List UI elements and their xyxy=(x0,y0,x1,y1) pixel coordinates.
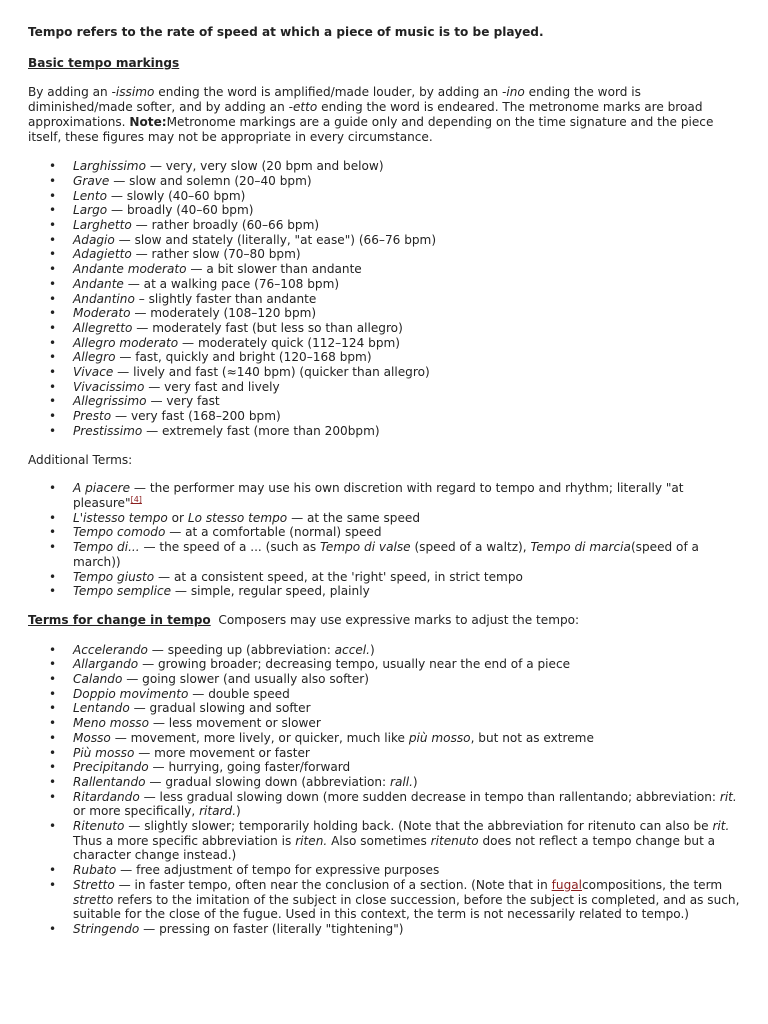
list-item: • Tempo giusto — at a consistent speed, at the 'right' speed, in strict tempo xyxy=(73,570,743,585)
tempo-description: — moderately (108–120 bpm) xyxy=(130,306,317,321)
tempo-term: Andante xyxy=(73,276,124,291)
intro-sentence: Tempo refers to the rate of speed at which a piece of music is to be played. xyxy=(28,25,544,39)
tempo-description: — a bit slower than andante xyxy=(186,262,362,277)
document-page xyxy=(28,25,743,951)
change-tempo-list xyxy=(28,643,743,937)
tempo-term: Allegro moderato xyxy=(73,335,179,350)
tempo-term: Adagio xyxy=(73,232,115,247)
list-item: • Stretto — in faster tempo, often near the conclusion of a section. (Note that in fugalcompositions, the term stretto refers to the imitation of the subject in close succession, before the subject is completed, and as such, suitable for the close of the fugue. Used in this context, the term is not necessarily related to tempo.) xyxy=(73,878,743,922)
list-item: • L'istesso tempo or Lo stesso tempo — at the same speed xyxy=(73,511,743,526)
tempo-list-item xyxy=(73,189,743,204)
tempo-term: Prestissimo xyxy=(73,423,143,438)
tempo-term: Largo xyxy=(73,203,108,218)
list-item: • Mosso — movement, more lively, or quicker, much like più mosso, but not as extreme xyxy=(73,731,743,746)
list-item: • Tempo semplice — simple, regular speed, plainly xyxy=(73,584,743,599)
tempo-term: Vivace xyxy=(73,365,114,380)
list-item: • Accelerando — speeding up (abbreviation: accel.) xyxy=(73,643,743,658)
additional-terms-label: Additional Terms: xyxy=(28,452,133,467)
basic-tempo-paragraph: By adding an -issimo ending the word is amplified/made louder, by adding an -ino ending the word is diminished/made softer, and by adding an -etto ending the word is endeared. The metronome marks are broad approximations. Note:Metronome markings are a guide only and depending on the time signature and the piece itself, these figures may not be appropriate in every circumstance. xyxy=(28,85,714,144)
tempo-description: — very, very slow (20 bpm and below) xyxy=(145,159,384,174)
tempo-list-item xyxy=(73,380,743,395)
tempo-description: — rather broadly (60–66 bpm) xyxy=(131,218,320,233)
tempo-term: Allegro xyxy=(73,350,116,365)
tempo-description: — at a walking pace (76–108 bpm) xyxy=(123,276,340,291)
tempo-list-item xyxy=(73,277,743,292)
tempo-description: — moderately fast (but less so than allegro) xyxy=(132,320,403,335)
tempo-list-item xyxy=(73,203,743,218)
tempo-list-item xyxy=(73,306,743,321)
tempo-list-item xyxy=(73,292,743,307)
change-tempo-heading: Terms for change in tempo xyxy=(28,612,211,627)
tempo-description: — lively and fast (≈140 bpm) (quicker than allegro) xyxy=(113,365,430,380)
additional-terms-list xyxy=(28,481,743,599)
tempo-description: — fast, quickly and bright (120–168 bpm) xyxy=(115,350,372,365)
tempo-description: — slow and solemn (20–40 bpm) xyxy=(109,173,312,188)
tempo-description: — rather slow (70–80 bpm) xyxy=(131,247,301,262)
tempo-list-item xyxy=(73,409,743,424)
tempo-description: — extremely fast (more than 200bpm) xyxy=(142,423,380,438)
list-item: • Allargando — growing broader; decreasing tempo, usually near the end of a piece xyxy=(73,657,743,672)
tempo-term: Presto xyxy=(73,409,112,424)
list-item: • Tempo comodo — at a comfortable (normal) speed xyxy=(73,525,743,540)
list-item: • Ritenuto — slightly slower; temporarily holding back. (Note that the abbreviation for ritenuto can also be rit. Thus a more specific abbreviation is riten. Also sometimes ritenuto does not reflect a tempo change but a character change instead.) xyxy=(73,819,743,863)
list-item: • Doppio movimento — double speed xyxy=(73,687,743,702)
tempo-list-item xyxy=(73,321,743,336)
fugal-link[interactable]: fugal xyxy=(551,877,583,892)
tempo-list-item xyxy=(73,159,743,174)
list-item: • Calando — going slower (and usually also softer) xyxy=(73,672,743,687)
list-item: • Tempo di... — the speed of a ... (such as Tempo di valse (speed of a waltz), Tempo di marcia(speed of a march)) xyxy=(73,540,743,569)
list-item: • Precipitando — hurrying, going faster/forward xyxy=(73,760,743,775)
tempo-term: Larghetto xyxy=(73,218,132,233)
tempo-description: — slowly (40–60 bpm) xyxy=(106,188,246,203)
tempo-description: — broadly (40–60 bpm) xyxy=(107,203,254,218)
tempo-term: Grave xyxy=(73,173,110,188)
tempo-term: Andantino xyxy=(73,291,135,306)
list-item: • A piacere — the performer may use his own discretion with regard to tempo and rhythm; literally "at pleasure"[4] xyxy=(73,481,743,510)
list-item: • Rubato — free adjustment of tempo for expressive purposes xyxy=(73,863,743,878)
tempo-list-item xyxy=(73,247,743,262)
tempo-term: Andante moderato xyxy=(73,262,187,277)
list-item: • Più mosso — more movement or faster xyxy=(73,746,743,761)
list-item: • Meno mosso — less movement or slower xyxy=(73,716,743,731)
tempo-list-item xyxy=(73,262,743,277)
tempo-list-item xyxy=(73,394,743,409)
basic-tempo-list xyxy=(28,159,743,438)
tempo-term: Larghissimo xyxy=(73,159,146,174)
tempo-list-item xyxy=(73,350,743,365)
list-item: • Stringendo — pressing on faster (literally "tightening") xyxy=(73,922,743,937)
tempo-description: — slow and stately (literally, "at ease") (66–76 bpm) xyxy=(114,232,437,247)
tempo-description: – slightly faster than andante xyxy=(134,291,317,306)
reference-link[interactable]: [4] xyxy=(130,494,142,504)
list-item: • Lentando — gradual slowing and softer xyxy=(73,701,743,716)
tempo-list-item xyxy=(73,424,743,439)
tempo-term: Adagietto xyxy=(73,247,132,262)
list-item: • Ritardando — less gradual slowing down (more sudden decrease in tempo than rallentando; abbreviation: rit. or more specifically, ritard.) xyxy=(73,790,743,819)
list-item: • Rallentando — gradual slowing down (abbreviation: rall.) xyxy=(73,775,743,790)
tempo-list-item xyxy=(73,218,743,233)
tempo-list-item xyxy=(73,174,743,189)
tempo-term: Lento xyxy=(73,188,107,203)
tempo-list-item xyxy=(73,233,743,248)
tempo-term: Moderato xyxy=(73,306,131,321)
tempo-list-item xyxy=(73,336,743,351)
tempo-term: Allegrissimo xyxy=(73,394,147,409)
tempo-term: Vivacissimo xyxy=(73,379,145,394)
tempo-description: — very fast (168–200 bpm) xyxy=(111,409,281,424)
basic-tempo-heading: Basic tempo markings xyxy=(28,55,180,70)
change-tempo-intro: Terms for change in tempo Composers may use expressive marks to adjust the tempo: xyxy=(28,612,580,627)
tempo-description: — very fast and lively xyxy=(144,379,280,394)
tempo-list-item xyxy=(73,365,743,380)
tempo-description: — moderately quick (112–124 bpm) xyxy=(178,335,400,350)
tempo-term: Allegretto xyxy=(73,320,133,335)
tempo-description: — very fast xyxy=(146,394,220,409)
